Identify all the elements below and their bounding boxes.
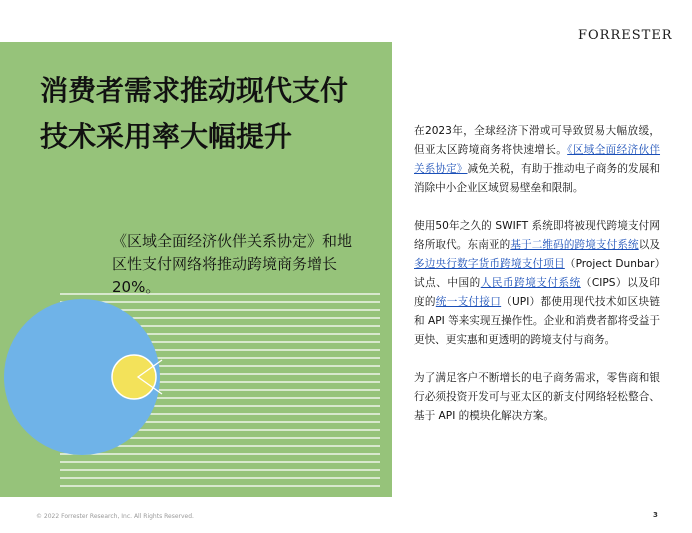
paragraph-1 — [414, 122, 660, 198]
page-headline: 消费者需求推动现代支付技术采用率大幅提升 — [40, 74, 349, 153]
rcep-link[interactable]: 《区域全面经济伙伴关系协定》 — [414, 144, 661, 175]
body-text-column — [414, 122, 660, 445]
circles-lines-graphic — [0, 290, 392, 497]
copyright-notice: © 2022 Forrester Research, Inc. All Rights Reserved. — [36, 513, 194, 520]
p2-text-c: （Project Dunbar）试点、中国的 — [414, 258, 660, 289]
p2-text-a: 使用50年之久的 SWIFT 系统即将被现代跨境支付网络所取代。东南亚的 — [414, 220, 660, 251]
qr-payment-link[interactable]: 基于二维码的跨境支付系统 — [510, 239, 639, 251]
yellow-circle — [112, 355, 156, 399]
pull-quote: 《区域全面经济伙伴关系协定》和地区性支付网络将推动跨境商务增长20%。 — [112, 232, 353, 296]
page-number: 3 — [653, 511, 658, 519]
p2-text-d: （CIPS）以及印度的 — [414, 277, 661, 308]
paragraph-2 — [414, 217, 660, 350]
p1-text-b: 减免关税，有助于推动电子商务的发展和消除中小企业区域贸易壁垒和限制。 — [414, 163, 661, 194]
p1-text-a: 在2023年，全球经济下滑或可导致贸易大幅放缓，但亚太区跨境商务将快速增长。 — [414, 125, 660, 156]
upi-link[interactable]: 统一支付接口 — [435, 296, 502, 308]
p2-text-e: （UPI）都使用现代技术如区块链和 API 等来实现互操作性。企业和消费者都将受益于更快、更实惠和更透明的跨境支付与商务。 — [414, 296, 661, 346]
cips-link[interactable]: 人民币跨境支付系统 — [480, 277, 581, 289]
forrester-logo: FORRESTER — [578, 28, 673, 43]
p2-text-b: 以及 — [638, 239, 661, 251]
cbdc-project-link[interactable]: 多边央行数字货币跨境支付项目 — [414, 258, 565, 270]
paragraph-3: 为了满足客户不断增长的电子商务需求，零售商和银行必须投资开发可与亚太区的新支付网络轻松整合、基于 API 的模块化解决方案。 — [414, 372, 660, 422]
